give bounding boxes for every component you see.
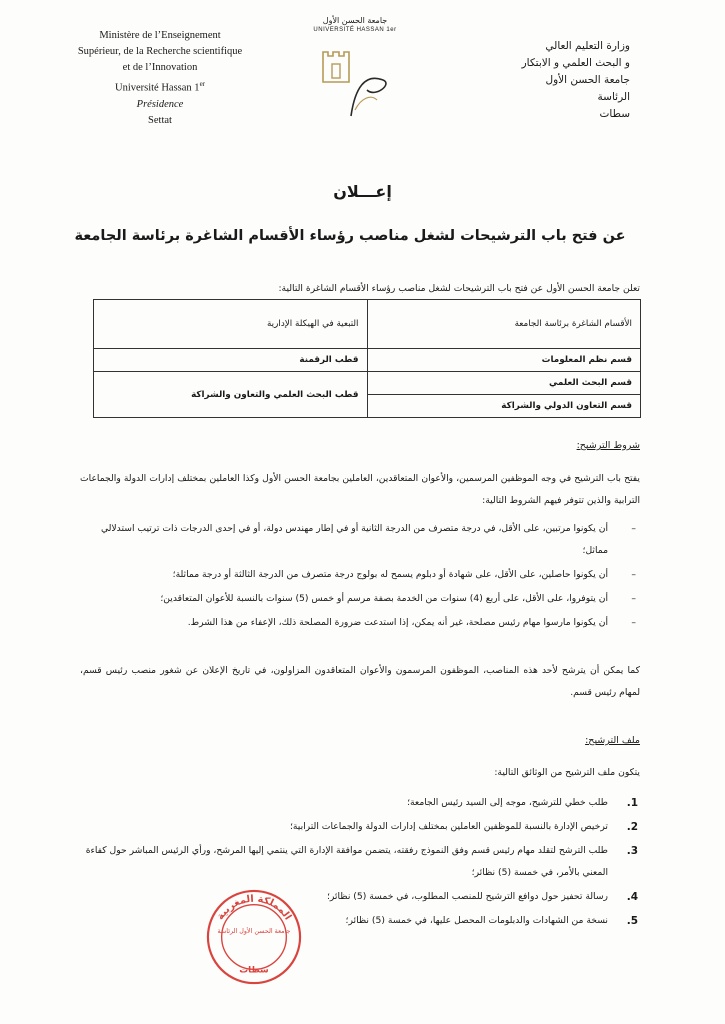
list-item: – أن يتوفروا، على الأقل، على أربع (4) سنوات من الخدمة بصفة مرسم أو خمس (5) سنوات بالنسبة للأعوان المتعاقدين؛ bbox=[80, 588, 640, 610]
list-item: – أن يكونوا حاصلين، على الأقل، على شهادة أو دبلوم يسمح له بولوج درجة متصرف من الدرجة الثالثة أو درجة مماثلة؛ bbox=[80, 564, 640, 586]
conditions-note: كما يمكن أن يترشح لأحد هذه المناصب، الموظفون المرسمون والأعوان المتعاقدون المزاولون، في تاريخ الإعلان عن شغور منصب رئيس قسم، لمهام رئيس قسم. bbox=[80, 665, 640, 698]
list-number: 5. bbox=[626, 915, 638, 927]
table-cell: قطب الرقمنة bbox=[94, 349, 368, 372]
list-item: – أن يكونوا مارسوا مهام رئيس مصلحة، غير أنه يمكن، إذا استدعت ضرورة المصلحة ذلك، الإعفاء من هذا الشرط. bbox=[80, 612, 640, 634]
header-fr-line bbox=[60, 76, 260, 97]
table-cell: قسم البحث العلمي bbox=[367, 372, 641, 395]
table-cell: قسم نظم المعلومات bbox=[367, 349, 641, 372]
list-item bbox=[80, 886, 640, 908]
list-item bbox=[80, 910, 640, 932]
table-header-cell: الأقسام الشاغرة برئاسة الجامعة bbox=[367, 300, 641, 349]
header-ar-line: سطات bbox=[599, 108, 630, 120]
logo-arabic-text: جامعة الحسن الأول bbox=[322, 16, 388, 25]
file-heading: ملف الترشيح: bbox=[585, 735, 640, 746]
conditions-intro: يفتح باب الترشيح في وجه الموظفين المرسمين، والأعوان المتعاقدين، العاملين بجامعة الحسن الأول وكذا العاملين بمختلف إدارات الدولة والجماعات الترابية والذين تتوفر فيهم الشروط التالية: bbox=[80, 473, 640, 506]
list-item bbox=[80, 792, 640, 814]
list-text: رسالة تحفيز حول دوافع الترشيح للمنصب المطلوب، في خمسة (5) نظائر؛ bbox=[326, 891, 608, 902]
departments-table bbox=[93, 299, 641, 418]
conditions-list bbox=[80, 518, 640, 636]
header-fr-line: Supérieur, de la Recherche scientifique bbox=[77, 46, 243, 57]
list-item bbox=[80, 816, 640, 838]
list-item bbox=[80, 840, 640, 884]
header-ar-line: جامعة الحسن الأول bbox=[545, 74, 630, 86]
header-ar-line: وزارة التعليم العالي bbox=[545, 40, 630, 52]
stamp-bottom-text: سطات bbox=[239, 965, 269, 976]
header-arabic bbox=[510, 38, 630, 123]
stamp-center-text: جامعة الحسن الأول الرئاسة bbox=[217, 927, 291, 936]
intro-paragraph: تعلن جامعة الحسن الأول عن فتح باب الترشيحات لشغل مناصب رؤساء الأقسام الشاغرة التالية: bbox=[278, 283, 640, 294]
header-ar-line: الرئاسة bbox=[597, 91, 630, 103]
header-fr-sup: er bbox=[199, 80, 206, 88]
list-text: طلب خطي للترشيح، موجه إلى السيد رئيس الجامعة؛ bbox=[407, 797, 608, 808]
university-logo bbox=[300, 16, 410, 118]
table-header-cell: التبعية في الهيكلة الإدارية bbox=[94, 300, 368, 349]
table-row bbox=[94, 349, 641, 372]
table-row bbox=[94, 372, 641, 395]
file-intro: يتكون ملف الترشيح من الوثائق التالية: bbox=[494, 767, 640, 778]
list-number: 4. bbox=[626, 891, 638, 903]
documents-list bbox=[80, 792, 640, 934]
header-fr-line: et de l’Innovation bbox=[122, 62, 198, 73]
list-text: ترخيص الإدارة بالنسبة للموظفين العاملين بمختلف إدارات الدولة والجماعات الترابية؛ bbox=[289, 821, 608, 832]
list-number: 1. bbox=[626, 797, 638, 809]
announcement-title: إعـــلان bbox=[333, 182, 392, 201]
table-header-row bbox=[94, 300, 641, 349]
list-text: طلب الترشح لتقلد مهام رئيس قسم وفق النموذج رفقته، يتضمن موافقة الإدارة التي ينتمي إليها المرشح، ورأي الرئيس المباشر حول كفاءة المعني بالأمر، في خمسة (5) نظائر؛ bbox=[85, 845, 608, 878]
header-fr-line: Présidence bbox=[136, 98, 184, 110]
header-fr-line: Ministère de l’Enseignement bbox=[99, 30, 221, 41]
table-cell: قطب البحث العلمي والتعاون والشراكة bbox=[94, 372, 368, 418]
header-fr-university: Université Hassan 1 bbox=[114, 82, 200, 94]
logo-emblem-icon bbox=[315, 38, 395, 118]
header-ar-line: و البحث العلمي و الابتكار bbox=[521, 57, 630, 69]
list-number: 2. bbox=[626, 821, 638, 833]
official-stamp-icon bbox=[205, 888, 303, 986]
header-fr-line: Settat bbox=[148, 114, 172, 126]
list-text: نسخة من الشهادات والدبلومات المحصل عليها، في خمسة (5) نظائر؛ bbox=[345, 915, 608, 926]
conditions-heading: شروط الترشيح: bbox=[576, 440, 640, 451]
announcement-subtitle: عن فتح باب الترشيحات لشغل مناصب رؤساء الأقسام الشاغرة برئاسة الجامعة bbox=[74, 228, 626, 244]
logo-french-text: UNIVERSITÉ HASSAN 1er bbox=[313, 27, 397, 33]
stamp-ring-text: المملكة المغربية bbox=[214, 893, 294, 923]
list-item: – أن يكونوا مرتبين، على الأقل، في درجة متصرف من الدرجة الثانية أو في إطار مهندس دولة، أو في إحدى الدرجات ذات ترتيب استدلالي مماثل؛ bbox=[80, 518, 640, 562]
list-number: 3. bbox=[626, 845, 638, 857]
svg-text:المملكة المغربية bbox=[215, 894, 293, 922]
header-french bbox=[60, 28, 260, 129]
table-cell: قسم التعاون الدولي والشراكة bbox=[367, 395, 641, 418]
